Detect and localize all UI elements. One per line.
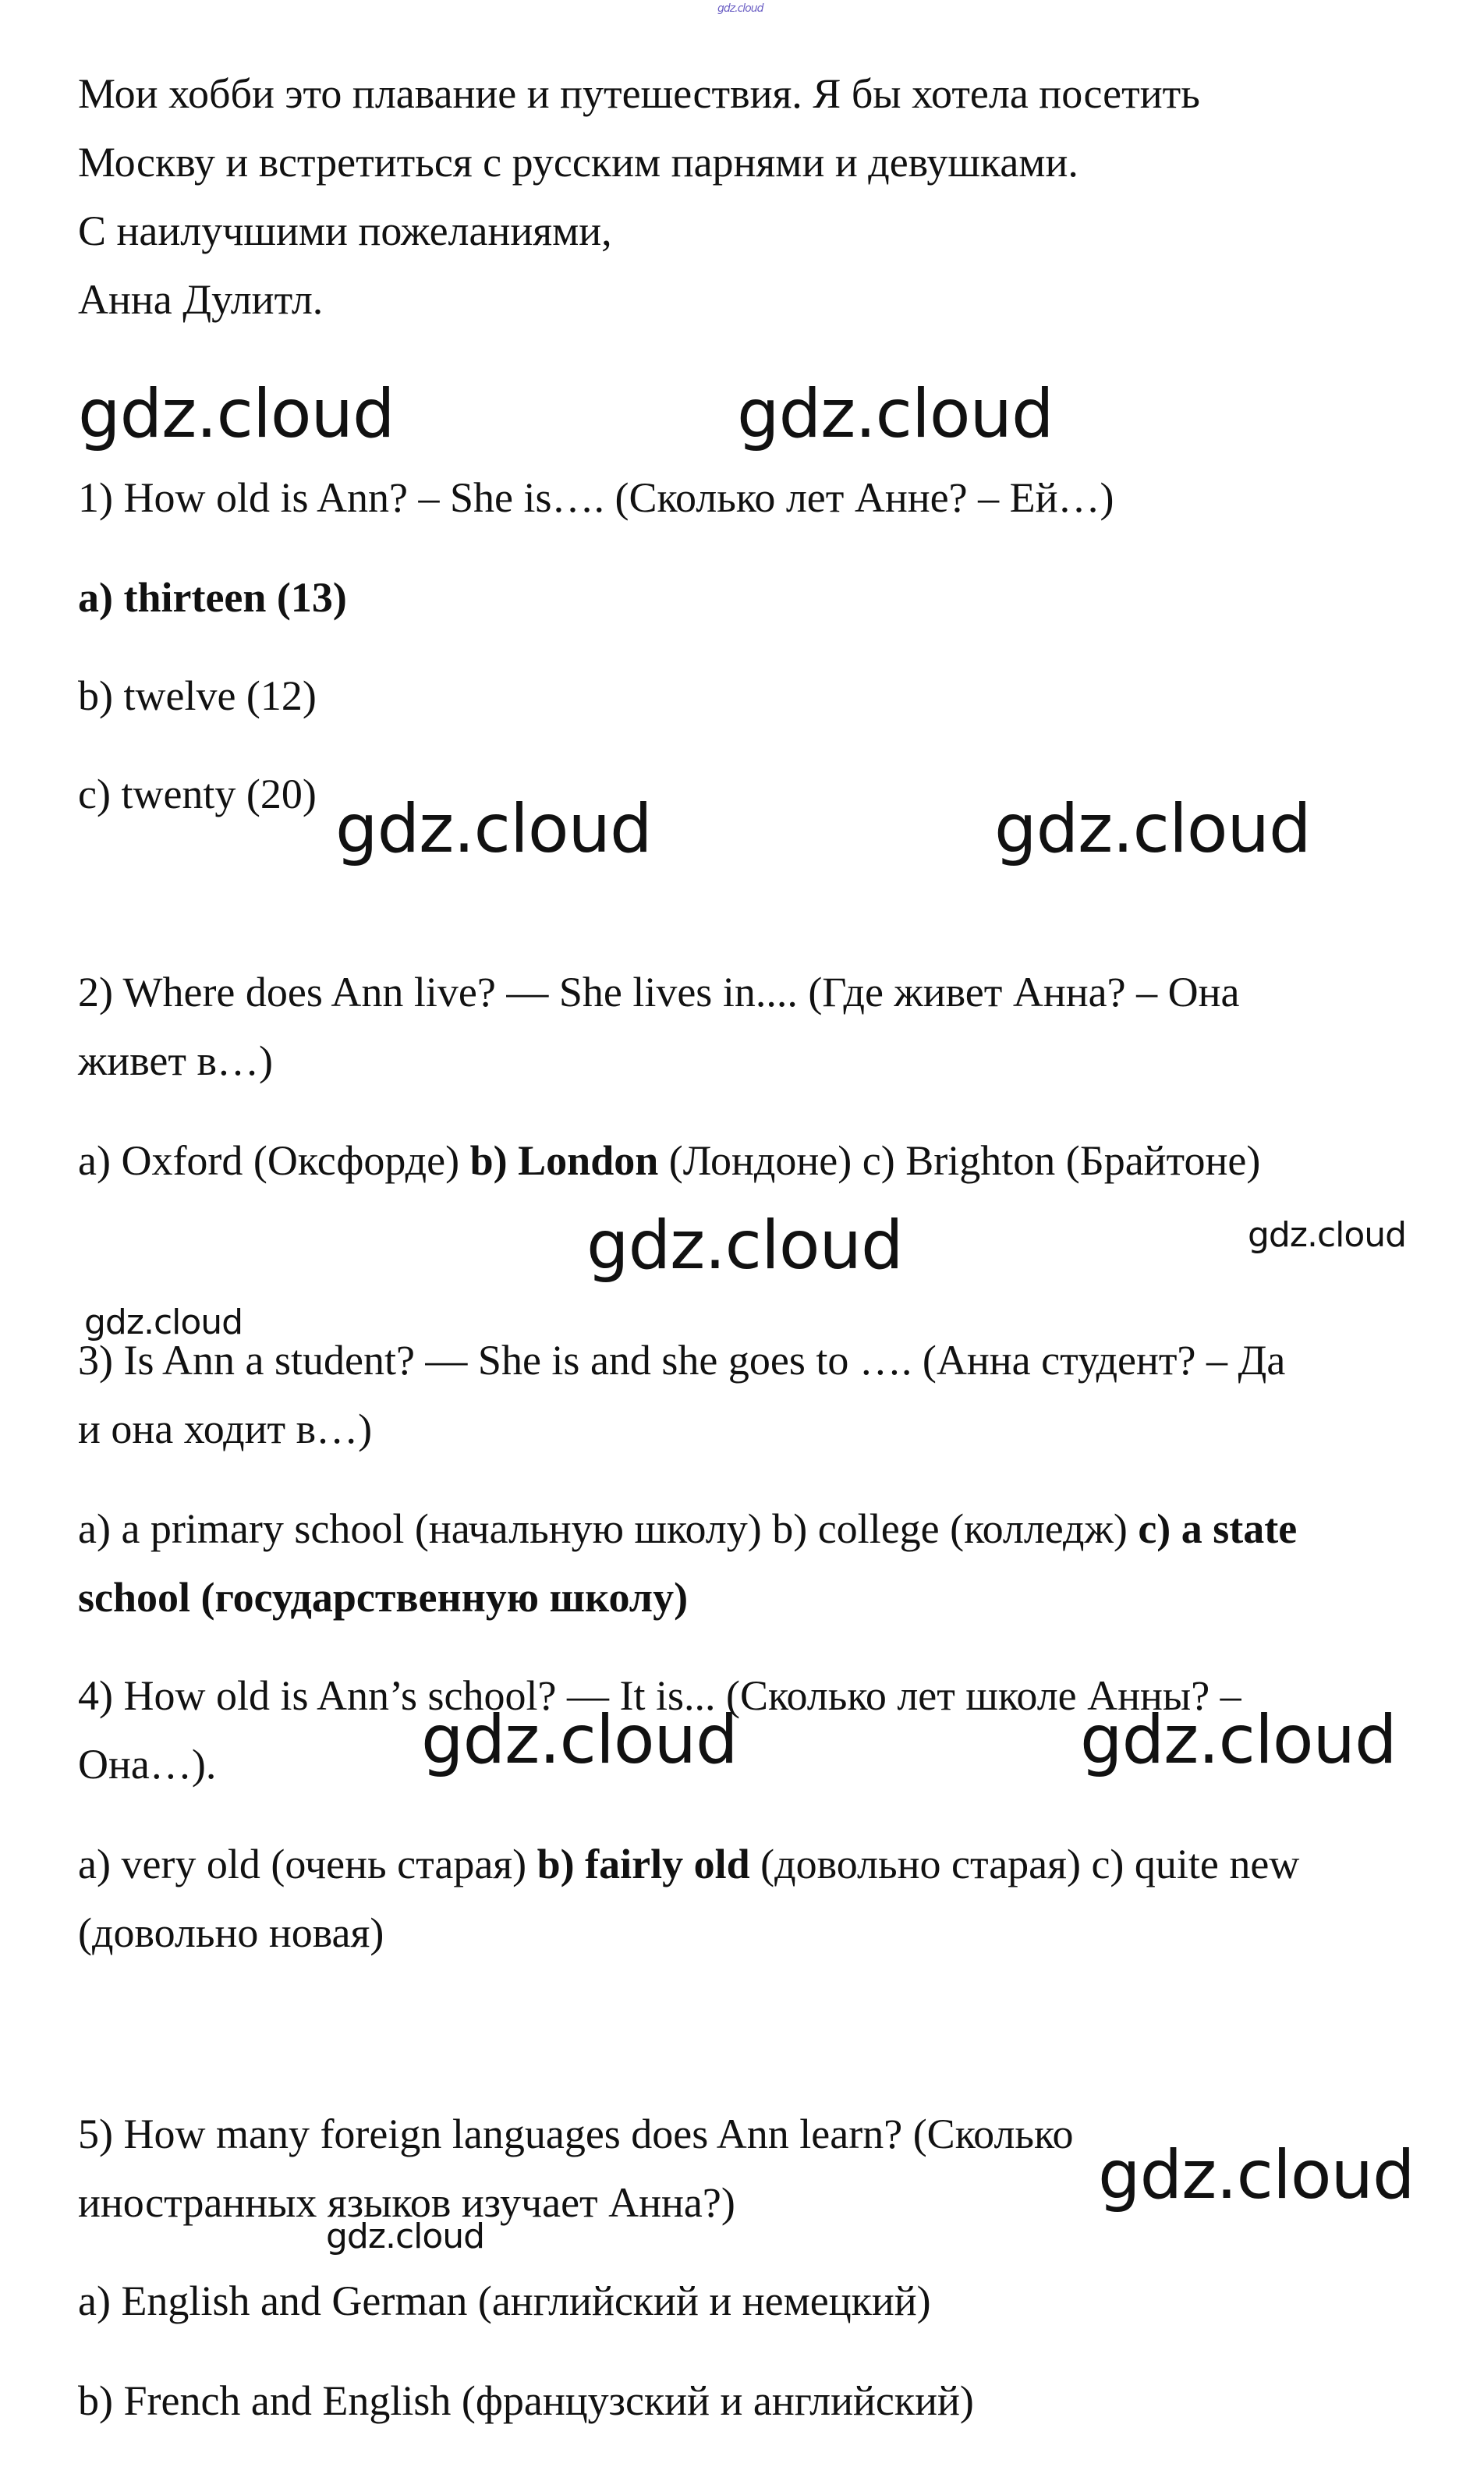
watermark: gdz.cloud xyxy=(84,1303,243,1342)
question-4-options-line-2: (довольно новая) xyxy=(78,1909,384,1956)
question-3-option-c-answer: c) a state xyxy=(1138,1505,1298,1552)
question-5-line-2: иностранных языков изучает Анна?) xyxy=(78,2179,735,2226)
watermark: gdz.cloud xyxy=(78,375,395,453)
watermark: gdz.cloud xyxy=(1080,1701,1397,1779)
question-3-options-line-2: school (государственную школу) xyxy=(78,1574,689,1621)
question-4-option-a: a) very old (очень старая) xyxy=(78,1841,537,1887)
question-2-option-b-answer: b) London xyxy=(469,1137,659,1184)
question-1: 1) How old is Ann? – She is…. (Сколько лет Анне? – Ей…) xyxy=(78,474,1114,521)
letter-line-2: Москву и встретиться с русским парнями и девушками. xyxy=(78,139,1078,186)
watermark: gdz.cloud xyxy=(1248,1215,1407,1255)
question-1-option-c: c) twenty (20) xyxy=(78,771,317,817)
question-2-line-2: живет в…) xyxy=(78,1037,273,1084)
letter-line-1: Мои хобби это плавание и путешествия. Я бы хотела посетить xyxy=(78,70,1200,117)
question-5-line-1: 5) How many foreign languages does Ann learn? (Сколько xyxy=(78,2111,1074,2157)
question-3-line-1: 3) Is Ann a student? — She is and she goes to …. (Анна студент? – Да xyxy=(78,1337,1286,1384)
question-4-option-b-answer: b) fairly old xyxy=(537,1841,750,1887)
question-4-options-line-1 xyxy=(78,1830,1299,1898)
watermark: gdz.cloud xyxy=(994,790,1311,868)
question-5-option-b: b) French and English (французский и английский) xyxy=(78,2377,974,2424)
question-5-option-a: a) English and German (английский и немецкий) xyxy=(78,2277,931,2324)
letter-line-3: С наилучшими пожеланиями, xyxy=(78,207,612,254)
watermark: gdz.cloud xyxy=(586,1207,903,1285)
question-2-option-a: a) Oxford (Оксфорде) xyxy=(78,1137,470,1184)
question-2-option-b-c: (Лондоне) c) Brighton (Брайтоне) xyxy=(658,1137,1261,1184)
header-watermark: gdz.cloud xyxy=(717,2,763,15)
question-4-line-1: 4) How old is Ann’s school? — It is... (Сколько лет школе Анны? – xyxy=(78,1672,1241,1719)
watermark: gdz.cloud xyxy=(737,375,1054,453)
question-2-options xyxy=(78,1126,1260,1195)
watermark: gdz.cloud xyxy=(1098,2136,1415,2214)
question-4-option-b-c: (довольно старая) c) quite new xyxy=(749,1841,1300,1887)
question-1-option-b: b) twelve (12) xyxy=(78,672,317,719)
watermark: gdz.cloud xyxy=(421,1701,738,1779)
question-3-line-2: и она ходит в…) xyxy=(78,1405,373,1452)
question-3-option-a-b: a) a primary school (начальную школу) b) college (колледж) xyxy=(78,1505,1139,1552)
watermark: gdz.cloud xyxy=(326,2217,485,2256)
question-1-option-a-answer: a) thirteen (13) xyxy=(78,574,347,621)
letter-signature: Анна Дулитл. xyxy=(78,276,324,323)
watermark: gdz.cloud xyxy=(335,790,652,868)
question-3-options-line-1 xyxy=(78,1494,1297,1563)
question-4-line-2: Она…). xyxy=(78,1741,217,1788)
question-2-line-1: 2) Where does Ann live? — She lives in.... (Где живет Анна? – Она xyxy=(78,969,1240,1015)
